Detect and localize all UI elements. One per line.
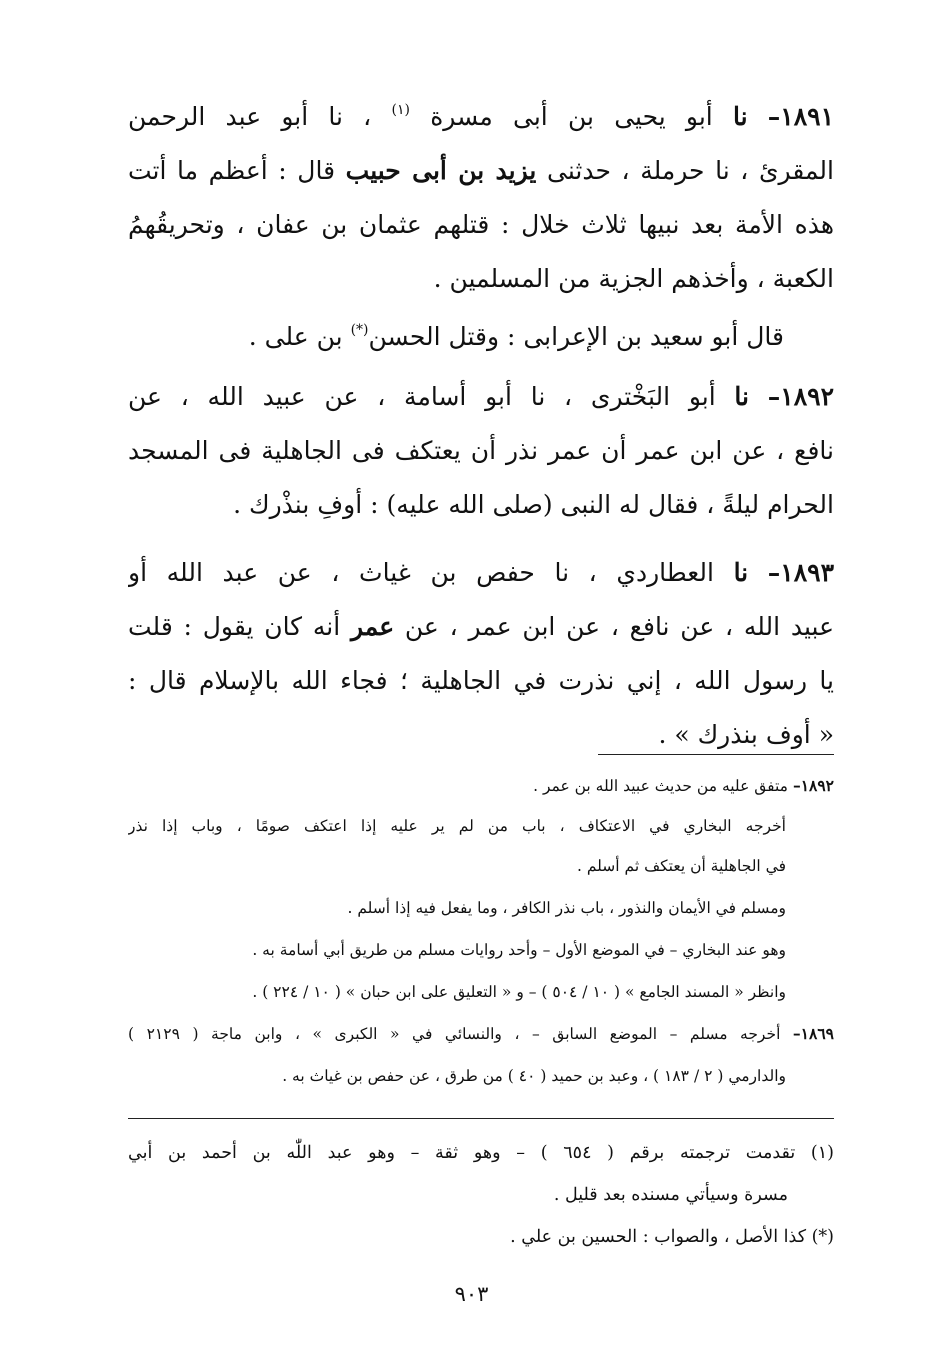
- hadith-1892-line-1: ١٨٩٢– نا أبو البَخْترى ، نا أبو أسامة ، عن عبيد الله ، عن: [128, 382, 834, 411]
- hadith-1893-line-4: « أوف بنذرك » .: [658, 720, 834, 749]
- hadith-1893-line-1: ١٨٩٣– نا العطاردي ، نا حفص بن غياث ، عن عبد الله أو: [128, 558, 834, 587]
- hadith-number: ١٨٩٢–: [792, 776, 834, 795]
- takhrij-line: في الجاهلية أن يعتكف ثم أسلم .: [576, 857, 786, 875]
- footnote-ref: (*): [350, 321, 369, 338]
- footnote-1-cont: مسرة وسيأتي مسنده بعد قليل .: [553, 1185, 788, 1205]
- hadith-1892-line-2: نافع ، عن ابن عمر أن عمر نذر أن يعتكف فى الجاهلية فى المسجد: [128, 436, 834, 465]
- hadith-1891-line-3: هذه الأمة بعد نبيها ثلاث خلال : قتلهم عثمان بن عفان ، وتحريقُهمُ: [128, 210, 834, 239]
- hadith-number: ١٨٩٣–: [767, 558, 834, 587]
- hadith-1891-line-2: المقرئ ، نا حرملة ، حدثنى يزيد بن أبى حبيب قال : أعظم ما أتت: [128, 156, 834, 185]
- narrator-name: يزيد بن أبى حبيب: [345, 156, 537, 185]
- comment-line: قال أبو سعيد بن الإعرابى : وقتل الحسن(*) بن على .: [248, 321, 784, 351]
- takhrij-line: وانظر « المسند الجامع » ( ١٠ / ٥٠٤ ) – و « التعليق على ابن حبان » ( ١٠ / ٢٢٤ ) .: [252, 983, 786, 1001]
- separator-rule: [598, 754, 834, 755]
- takhrij-line: ١٨٩٢– متفق عليه من حديث عبيد الله بن عمر .: [533, 776, 834, 795]
- hadith-number: ١٨٩١–: [767, 102, 834, 131]
- hadith-1891-line-4: الكعبة ، وأخذهم الجزية من المسلمين .: [433, 264, 834, 293]
- takhrij-line: وهو عند البخاري – في الموضع الأول – وأحد روايات مسلم من طريق أبي أسامة به .: [252, 941, 786, 959]
- footnote-1: (١) تقدمت ترجمته برقم ( ٦٥٤ ) – وهو ثقة – وهو عبد اللّٰه بن أحمد بن أبي: [128, 1143, 834, 1163]
- takhrij-line: أخرجه البخاري في الاعتكاف ، باب من لم ير عليه إذا اعتكف صومًا ، وباب إذا نذر: [128, 817, 786, 835]
- hadith-1893-line-3: يا رسول الله ، إني نذرت في الجاهلية ؛ فجاء الله بالإسلام قال :: [128, 666, 834, 695]
- separator-rule: [128, 1118, 834, 1119]
- narration-marker: نا: [733, 558, 749, 587]
- takhrij-line: ومسلم في الأيمان والنذور ، باب نذر الكافر ، وما يفعل فيه إذا أسلم .: [347, 899, 786, 917]
- takhrij-line: والدارمي ( ٢ / ١٨٣ ) ، وعبد بن حميد ( ٤٠ ) من طرق ، عن حفص بن غياث به .: [282, 1067, 786, 1085]
- footnote-ref: (١): [391, 101, 410, 118]
- page-number: ٩٠٣: [454, 1282, 489, 1306]
- takhrij-line: ١٨٦٩– أخرجه مسلم – الموضع السابق – ، والنسائي في « الكبرى » ، وابن ماجة ( ٢١٢٩ ): [128, 1024, 834, 1043]
- hadith-1891-line-1: ١٨٩١– نا أبو يحيى بن أبى مسرة $^{(١)}$ ، نا أبو عبد الرحمن: [128, 101, 834, 131]
- hadith-1892-line-3: الحرام ليلةً ، فقال له النبى (صلى الله عليه) : أوفِ بنذْرك .: [233, 490, 834, 519]
- narration-marker: نا: [734, 382, 749, 411]
- hadith-number: ١٨٩٢–: [767, 382, 834, 411]
- narration-marker: نا: [732, 102, 748, 131]
- hadith-1893-line-2: عبيد الله ، عن نافع ، عن ابن عمر ، عن عمر أنه كان يقول : قلت: [128, 612, 834, 641]
- narrator-name: عمر: [350, 612, 395, 641]
- footnote-star: (*) كذا الأصل ، والصواب : الحسين بن علي .: [510, 1227, 834, 1247]
- hadith-number: ١٨٦٩–: [792, 1024, 834, 1043]
